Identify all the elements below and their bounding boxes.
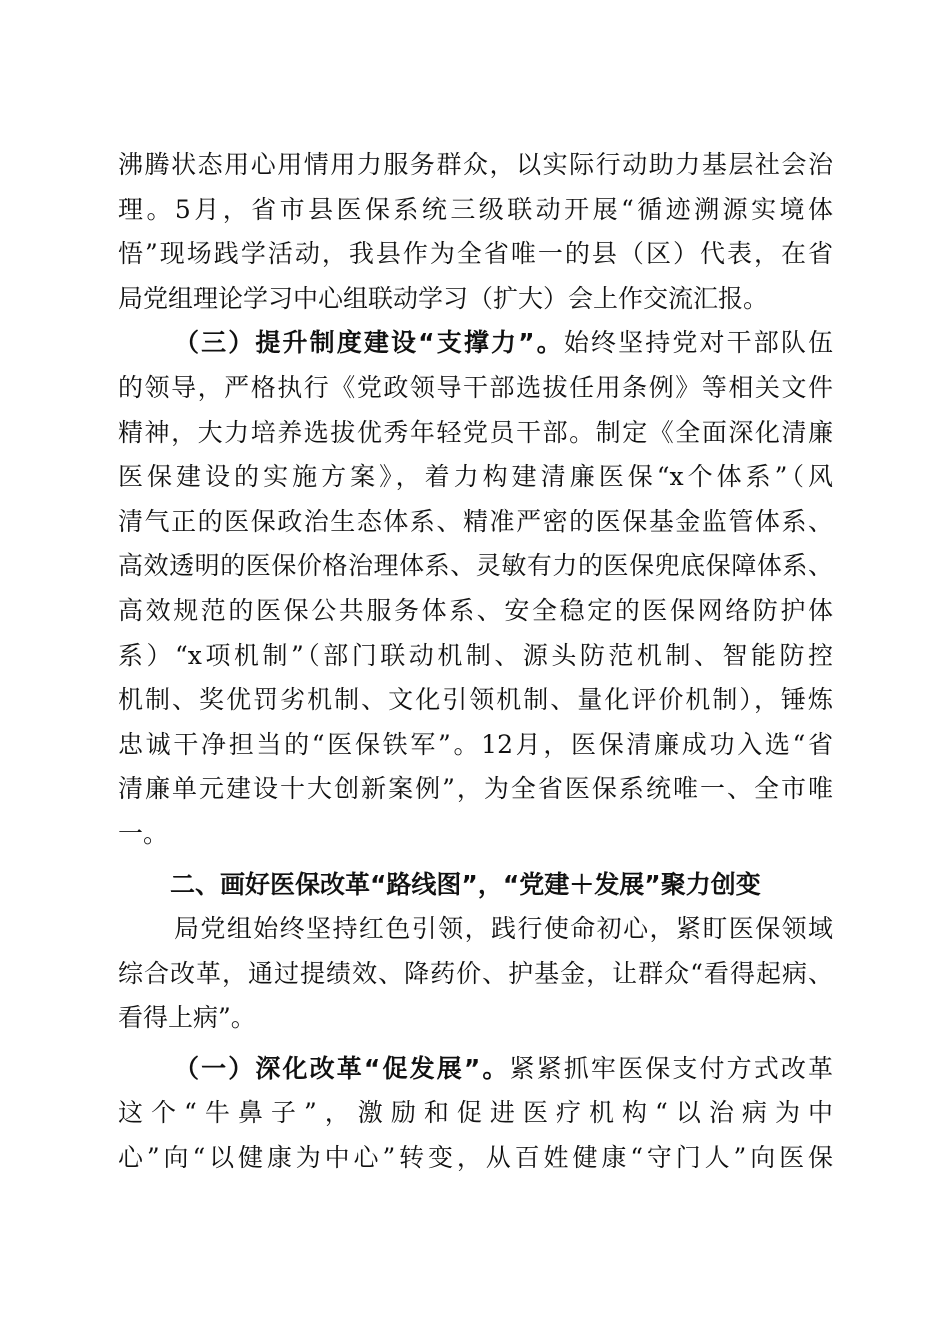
body-line: 忠诚干净担当的“医保铁军”。12月，医保清廉成功入选“省: [118, 729, 833, 759]
document-page: [118, 143, 833, 1181]
body-line: 精神，大力培养选拔优秀年轻党员干部。制定《全面深化清廉: [118, 417, 833, 447]
body-line: 这个“牛鼻子”，激励和促进医疗机构“以治病为中: [118, 1098, 833, 1128]
body-line: 清气正的医保政治生态体系、精准严密的医保基金监管体系、: [118, 506, 833, 536]
subsection-heading-3: （三）提升制度建设“支撑力”。: [174, 328, 564, 358]
section-heading-2: 二、画好医保改革“路线图”，“党建＋发展”聚力创变: [170, 869, 761, 899]
body-line: 高效规范的医保公共服务体系、安全稳定的医保网络防护体: [118, 595, 833, 625]
body-line: 系）“x项机制”（部门联动机制、源头防范机制、智能防控: [118, 640, 833, 670]
body-line: 机制、奖优罚劣机制、文化引领机制、量化评价机制），锤炼: [118, 685, 833, 715]
body-line: 局党组理论学习中心组联动学习（扩大）会上作交流汇报。: [118, 283, 769, 313]
body-line: 高效透明的医保价格治理体系、灵敏有力的医保兜底保障体系、: [118, 551, 833, 581]
body-line: 理。5月，省市县医保系统三级联动开展“循迹溯源实境体: [118, 194, 833, 224]
subsection-line: [118, 1047, 833, 1092]
body-line: 沸腾状态用心用情用力服务群众，以实际行动助力基层社会治: [118, 150, 833, 179]
body-line: 心”向“以健康为中心”转变，从百姓健康“守门人”向医保: [118, 1143, 833, 1173]
body-line: 局党组始终坚持红色引领，践行使命初心，紧盯医保领域: [174, 914, 833, 944]
subsection-heading-1: （一）深化改革“促发展”。: [174, 1053, 510, 1083]
body-line: 清廉单元建设十大创新案例”，为全省医保系统唯一、全市唯: [118, 774, 833, 804]
body-line: 悟”现场践学活动，我县作为全省唯一的县（区）代表，在省: [118, 239, 833, 269]
body-line: 综合改革，通过提绩效、降药价、护基金，让群众“看得起病、: [118, 958, 833, 988]
body-text: 紧紧抓牢医保支付方式改革: [509, 1053, 833, 1083]
body-line: 看得上病”。: [118, 1003, 256, 1033]
subsection-line: [118, 321, 833, 366]
body-line: 医保建设的实施方案》，着力构建清廉医保“x个体系”（风: [118, 462, 833, 492]
body-line: 一。: [118, 818, 169, 848]
body-text: 始终坚持党对干部队伍: [563, 328, 833, 358]
body-line: 的领导，严格执行《党政领导干部选拔任用条例》等相关文件: [118, 372, 833, 402]
